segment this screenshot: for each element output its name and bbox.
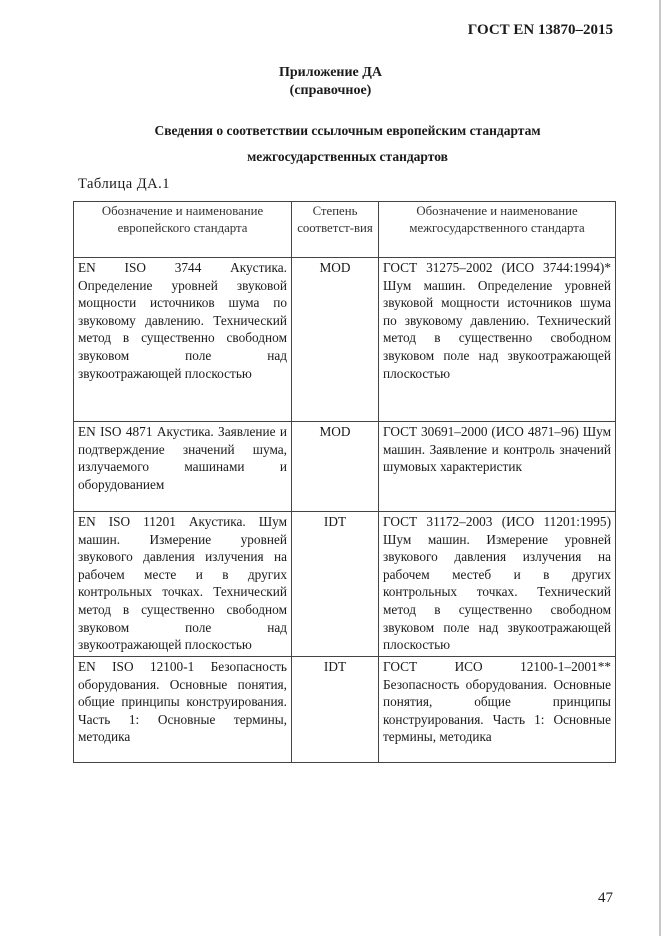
column-header-interstate: Обозначение и наименование межгосударственного стандарта: [379, 202, 616, 258]
section-heading-line-2: межгосударственных стандартов: [247, 149, 448, 164]
interstate-standard-cell: ГОСТ 31275–2002 (ИСО 3744:1994)* Шум машин. Определение уровней звуковой мощности источников шума по звуковому давлению. Технический метод в существенно свободном звуковом поле над звукоотражающей плоскостью: [379, 258, 616, 422]
annex-title: Приложение ДА: [278, 65, 383, 80]
degree-cell: IDT: [292, 512, 379, 657]
european-standard-cell: EN ISO 3744 Акустика. Определение уровней звуковой мощности источников шума по звуковому давлению. Технический метод в существенно свободном звуковом поле над звукоотражающей плоскостью: [74, 258, 292, 422]
degree-cell: MOD: [292, 422, 379, 512]
column-header-degree: Степень соответст-вия: [292, 202, 379, 258]
table-caption: Таблица ДА.1: [78, 176, 171, 192]
table-header-row: [74, 202, 616, 258]
column-header-european: Обозначение и наименование европейского стандарта: [74, 202, 292, 258]
correspondence-table: [73, 201, 616, 763]
document-code: ГОСТ EN 13870–2015: [467, 22, 613, 38]
table-row: [74, 422, 616, 512]
degree-cell: IDT: [292, 657, 379, 763]
annex-subtitle: (справочное): [289, 83, 372, 98]
interstate-standard-cell: ГОСТ 31172–2003 (ИСО 11201:1995) Шум машин. Измерение уровней звукового давления излучения на рабочем местеб и в других контрольных точках. Технический метод в существенно свободном звуковом поле над звукоотражающей плоскостью: [379, 512, 616, 657]
european-standard-cell: EN ISO 12100-1 Безопасность оборудования. Основные понятия, общие принципы конструирования. Часть 1: Основные термины, методика: [74, 657, 292, 763]
european-standard-cell: EN ISO 4871 Акустика. Заявление и подтверждение значений шума, излучаемого машинами и оборудованием: [74, 422, 292, 512]
table-row: [74, 512, 616, 657]
interstate-standard-cell: ГОСТ ИСО 12100-1–2001** Безопасность оборудования. Основные понятия, общие принципы конструирования. Часть 1: Основные термины, методика: [379, 657, 616, 763]
european-standard-cell: EN ISO 11201 Акустика. Шум машин. Измерение уровней звукового давления излучения на рабочем месте и в других контрольных точках. Технический метод в существенно свободном звуковом поле над звукоотражающей плоскостью: [74, 512, 292, 657]
section-heading-line-1: Сведения о соответствии ссылочным европейским стандартам: [154, 123, 541, 138]
table-row: [74, 258, 616, 422]
annex-title-block: [0, 64, 661, 100]
page-number: 47: [598, 890, 613, 906]
interstate-standard-cell: ГОСТ 30691–2000 (ИСО 4871–96) Шум машин. Заявление и контроль значений шумовых характеристик: [379, 422, 616, 512]
section-heading: [60, 118, 635, 170]
degree-cell: MOD: [292, 258, 379, 422]
table-row: [74, 657, 616, 763]
